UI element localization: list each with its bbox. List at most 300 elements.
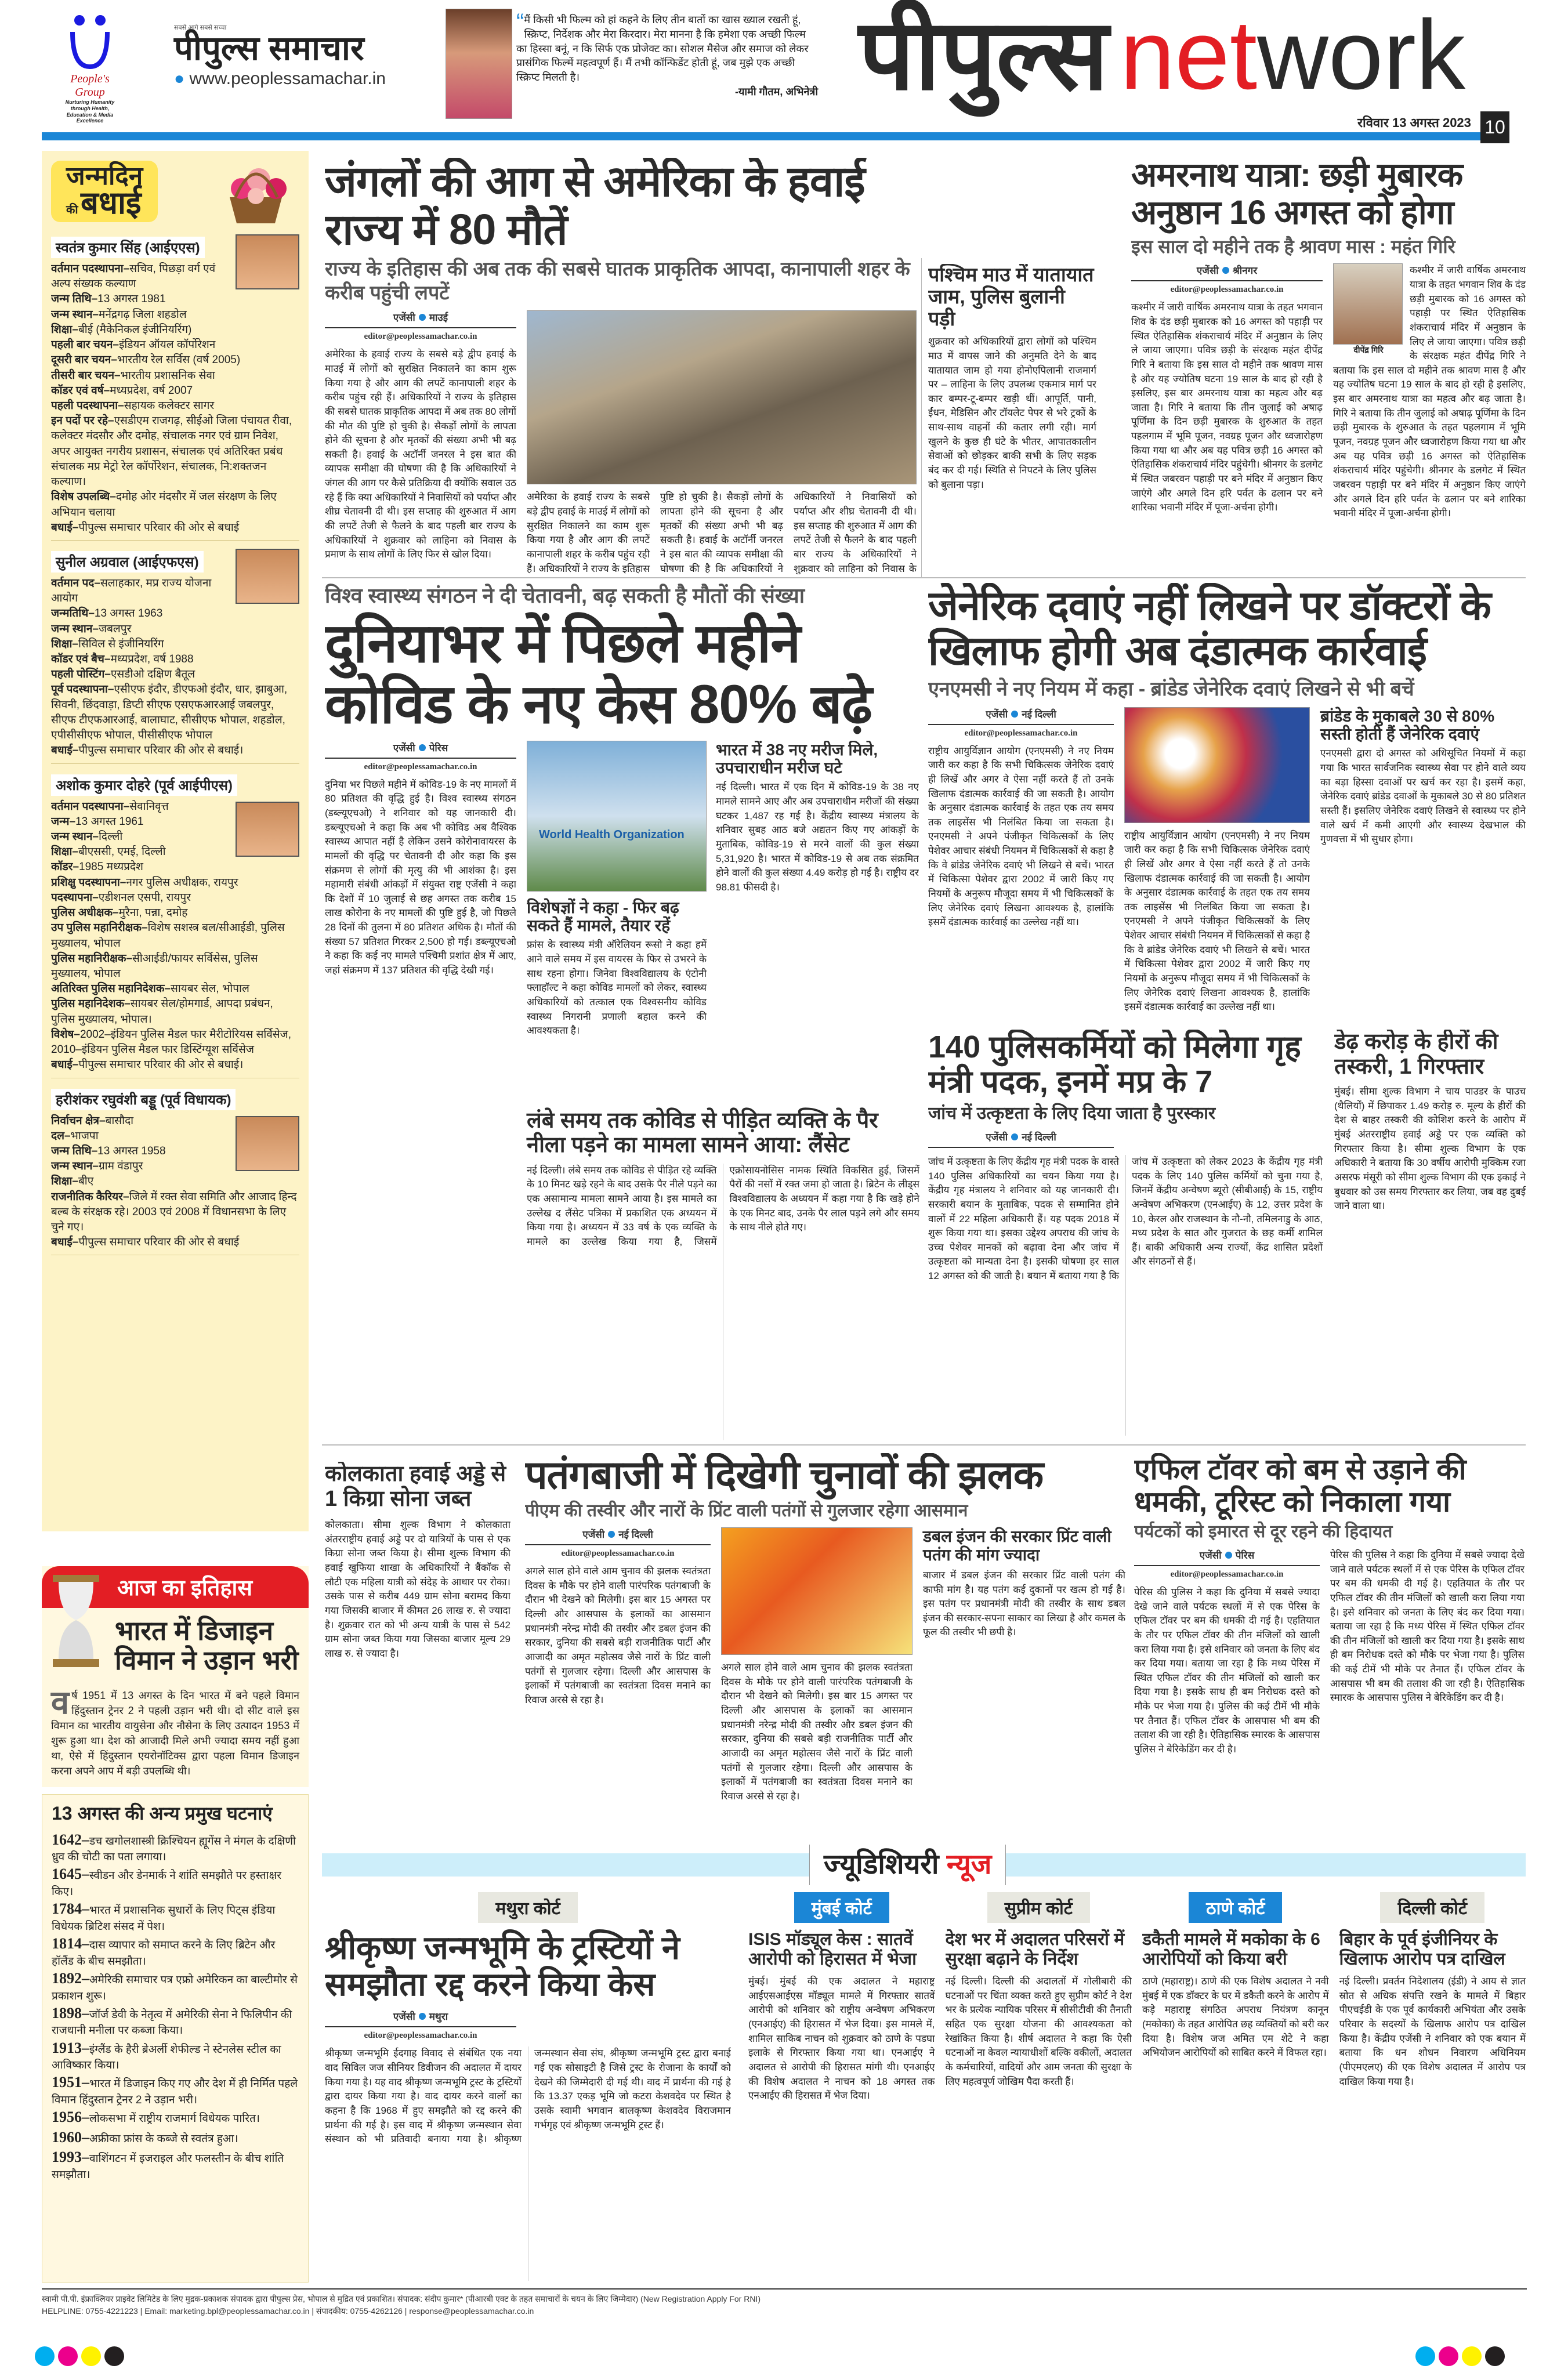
event-item [52, 2004, 299, 2038]
mathura-byline-block [325, 2009, 516, 2046]
color-dot [81, 2346, 101, 2366]
page-number: 10 [1480, 111, 1509, 143]
bio-value: 1985 मध्यप्रदेश [79, 861, 143, 874]
amarnath-body-text: कश्मीर में जारी वार्षिक अमरनाथ यात्रा के तहत भगवान शिव के दंड छड़ी मुबारक को 16 अगस्त को पहाड़ी पर स्थित ऐतिहासिक शंकराचार्य मंदिर में अनुष्ठान के लिए ले जाया जाएगा। पवित्र छड़ी के संरक्षक महंत दीपेंद्र गिरि ने बताया कि इस साल दो महीने तक श्रावण मास है और यह ज्योतिष घटना 19 साल के बाद हो रही है इसलिए, इस बार अमरनाथ यात्रा का महत्व और बढ़ जाता है। गिरि ने बताया कि तीन जुलाई को अषाढ़ पूर्णिमा के दिन छड़ी मुबारक के शुरुआत के तहत पहलगाम में भूमि पूजन, नवग्रह पूजन और ध्वजारोहण किया गया था और अब यह पवित्र छड़ी 16 अगस्त को ऐतिहासिक शंकराचार्य मंदिर पहुंचेगी। श्रीनगर के डलगेट में स्थित जबरवन पहाड़ी पर बने मंदिर में अनुष्ठान किए जाएंगे और अगले दिन हरि पर्वत के ढलान पर बने शारिका भवानी मंदिर में पूजा-अर्चना होगी। [1333, 265, 1526, 519]
bio-value: भाजपा [70, 1129, 99, 1142]
bio-line [51, 353, 299, 368]
bio-line [51, 743, 299, 758]
bio-label: जन्म स्थान– [51, 831, 99, 843]
bio-line [51, 368, 299, 383]
courts-row [748, 1892, 1526, 2281]
title-work: work [1257, 0, 1466, 110]
title-hindi: पीपुल्स [859, 0, 1109, 110]
event-year: 1913– [52, 2039, 89, 2056]
court-tag: मुंबई कोर्ट [794, 1892, 889, 1923]
bio-value: बासौदा [105, 1114, 134, 1127]
byline-agency: एजेंसी [393, 312, 415, 324]
hawaii-body-cont: अमेरिका के हवाई राज्य के सबसे बड़े द्वीप हवाई के माउई में लोगों को सुरक्षित निकालने का काम शुरू किया गया है और आग की लपटें कानापाली शहर के करीब पहुंच रही हैं। अधिकारियों ने राज्य के इतिहास पुष्टि हो चुकी है। सैकड़ों लोगों के लापता होने की सूचना है और मृतकों की संख्या अभी भी बढ़ सकती है। हवाई के अटॉर्नी जनरल ने इस बात की व्यापक समीक्षा की घोषणा की है कि अधिकारियों ने अधिकारियों ने निवासियों को पर्याप्त और शीघ्र चेतावनी दी थी। इस सप्ताह की शुरुआत में आग की लपटें तेजी से फैलने के बाद पहली बार राज्य के अधिकारियों ने शुक्रवार को लाहिना को निवास के [527, 491, 917, 574]
court-article [946, 1892, 1132, 2281]
bio-label: जन्म तिथि– [51, 1144, 98, 1157]
bio-line [51, 1235, 299, 1250]
person-name: स्वतंत्र कुमार सिंह (आईएएस) [51, 237, 205, 258]
paper-name: पीपुल्स समाचार [174, 30, 364, 67]
generic-col2 [1124, 707, 1310, 1021]
event-item [52, 1864, 299, 1899]
paper-tagline: सबसे आगे सबसे सच्चा [174, 24, 227, 31]
byline-place: पेरिस [429, 742, 448, 754]
bio-line [51, 981, 299, 997]
bio-value: मुरैना, पन्ना, दमोह [118, 907, 188, 919]
bullet-icon [1225, 1552, 1232, 1559]
bio-line [51, 1027, 299, 1057]
editor-email[interactable]: editor@peoplessamachar.co.in [1170, 1570, 1284, 1579]
who-photo [527, 741, 707, 892]
bio-label: शिक्षा– [51, 846, 78, 858]
lancet-headline: लंबे समय तक कोविड से पीड़ित व्यक्ति के पैर नीला पड़ने का मामला सामने आया: लैंसेट [527, 1108, 878, 1158]
police-headline: 140 पुलिसकर्मियों को मिलेगा गृह मंत्री पदक, इनमें मप्र के 7 [928, 1030, 1301, 1100]
bio-line [51, 1057, 299, 1073]
event-text: अफ्रीका फ्रांस के कब्जे से स्वतंत्र हुआ। [89, 2132, 238, 2145]
kite-body-col2: अगले साल होने वाले आम चुनाव की झलक स्वतंत्रता दिवस के मौके पर होने वाली पारंपरिक पतंगबाजी के दौरान भी देखने को मिलेगी। इस बार 15 अगस्त पर दिल्ली और आसपास के इलाकों का आसमान प्रधानमंत्री नरेन्द्र मोदी की तस्वीर और डबल इंजन की सरकार, दुनिया की सबसे बड़ी राजनीतिक पार्टी और आजादी का अमृत महोत्सव जैसे नारों के प्रिंट वाली पतंगों से गुलजार रहेगा। दिल्ली और आसपास के इलाकों में पतंगबाजी का स्वतंत्रता दिवस मनाने का रिवाज अरसे से रहा है। [721, 1662, 913, 1802]
byline-agency: एजेंसी [986, 708, 1008, 720]
double-engine-box [923, 1527, 1125, 1836]
bio-value: सचिव, पिछड़ा वर्ग एवं अल्प संख्यक कल्याण [51, 263, 216, 291]
court-headline: बिहार के पूर्व इंजीनियर के खिलाफ आरोप पत्र दाखिल [1339, 1930, 1505, 1969]
who-logo-text: World Health Organization [539, 828, 685, 841]
generic-body: राष्ट्रीय आयुर्विज्ञान आयोग (एनएमसी) ने नए नियम जारी कर कहा है कि सभी चिकित्सक जेनेरिक दवाएं ही लिखें और अगर वे ऐसा नहीं करते हैं तो उनके खिलाफ दंडात्मक कार्रवाई की जा सकती है। आयोग के अनुसार दंडात्मक कार्रवाई के तहत एक तय समय तक लाइसेंस भी निलंबित किया जा सकता है। एनएमसी ने अपने पंजीकृत चिकित्सकों के लिए पेशेवर आचार संबंधी नियमन में चिकित्सकों से कहा है कि वे ब्रांडेड जेनेरिक दवाएं भी लिखने से बचें। भारत में चिकित्सा पेशेवर द्वारा 2002 में जारी किए गए नियमों के अनुरूप मौजूदा समय में भी चिकित्सकों के लिए जेनेरिक दवाएं लिखना आवश्यक है, हालांकि इसमें दंडात्मक कार्रवाई का उल्लेख नहीं था। [928, 745, 1114, 928]
bio-label: बधाई– [51, 744, 79, 757]
bio-value: मध्यप्रदेश, वर्ष 2007 [110, 384, 193, 397]
kite-subhead: पीएम की तस्वीर और नारों के प्रिंट वाली पतंगों से गुलजार रहेगा आसमान [525, 1501, 968, 1521]
event-text: भारत में डिजाइन किए गए और देश में ही निर्मित पहले विमान हिंदुस्तान ट्रेनर 2 ने उड़ान भरी। [52, 2078, 298, 2107]
event-year: 1960– [52, 2128, 89, 2146]
bio-label: अतिरिक्त पुलिस महानिदेशक– [51, 983, 171, 995]
byline [1131, 263, 1323, 281]
court-article [1142, 1892, 1329, 2281]
event-year: 1642– [52, 1831, 89, 1848]
editor-email[interactable]: editor@peoplessamachar.co.in [561, 1549, 675, 1559]
kite-headline: पतंगबाजी में दिखेगी चुनावों की झलक [525, 1453, 1044, 1497]
bio-value: सायबर सेल, भोपाल [170, 983, 249, 995]
website-link[interactable]: ● www.peoplessamachar.in [174, 69, 386, 88]
police-byline-block [928, 1130, 1114, 1151]
bio-line [51, 323, 299, 338]
registration-color-marks [1415, 2346, 1508, 2369]
court-tag: मथुरा कोर्ट [478, 1892, 577, 1923]
quote-text: मैं किसी भी फिल्म को हां कहने के लिए तीन बातों का खास ख्याल रखती हूं, स्क्रिप्ट, निर्देशक और मेरा किरदार। मेरा मानना है कि हमेशा एक अच्छी फिल्म का हिस्सा बनूं, न कि सिर्फ एक प्रोजेक्ट का। सोशल मैसेज और समाज को लेकर प्रासंगिक फिल्में महत्वपूर्ण हैं। मैं तभी कॉन्फिडेंट होती हूं, जब मुझे एक अच्छी स्क्रिप्ट मिलती है। [516, 14, 809, 84]
india-covid-box [716, 741, 919, 1100]
bio-value: इंडियन ऑयल कॉर्पोरेशन [118, 339, 216, 352]
quote-mark-icon: “ [516, 9, 524, 35]
bio-line [51, 414, 299, 490]
bio-value: 13 अगस्त 1981 [97, 293, 166, 306]
bio-label: बधाई– [51, 1236, 79, 1249]
bio-value: जबलपुर [98, 622, 132, 635]
event-item [52, 2038, 299, 2073]
bio-line [51, 951, 299, 981]
bio-label: शिक्षा– [51, 323, 78, 336]
history-body: र्ष 1951 में 13 अगस्त के दिन भारत में बने पहले विमान हिंदुस्तान ट्रेनर 2 ने पहली उड़ान भरी थी। दो सीट वाले इस विमान का भारतीय वायुसेना और नौसेना के लिए उत्पादन 1953 में शुरू हुआ था। देश को आजादी मिले अभी ज्यादा समय नहीं हुआ था, ऐसे में हिंदुस्तान एयरोनॉटिक्स द्वारा पहला विमान डिजाइन करना अपने आप में बड़ी उपलब्धि थी। [51, 1690, 299, 1777]
bio-label: बधाई– [51, 1059, 79, 1071]
bio-line [51, 667, 299, 682]
police-article [928, 1030, 1323, 1436]
imprint-line-1: स्वामी पी.पी. इंफ्राक्लियर प्राइवेट लिमिटेड के लिए मुद्रक-प्रकाशक संपादक द्वारा पीपुल्स प्रेस, भोपाल से मुद्रित एवं प्रकाशित। संपादक: संदीप कुमार* (पीआरबी एक्ट के तहत समाचारों के चयन के लिए जिम्मेदार) (New Registration Apply For RNI) [42, 2294, 761, 2303]
bio-value: नगर पुलिस अधीक्षक, रायपुर [126, 876, 238, 889]
event-text: अमेरिकी समाचार पत्र एफ्रो अमेरिकन का बाल्टीमोर से प्रकाशन शुरू। [52, 1973, 298, 2002]
bio-label: उप पुलिस महानिरीक्षक– [51, 922, 148, 934]
history-section [42, 1566, 309, 1787]
police-body: जांच में उत्कृष्टता के लिए केंद्रीय गृह मंत्री पदक के वास्ते 140 पुलिस अधिकारियों का चयन किया गया है। केंद्रीय गृह मंत्रालय ने शनिवार को यह जानकारी दी। सरकारी बयान के मुताबिक, पदक से सम्मानित होने वालों में 22 महिला अधिकारी हैं। यह पदक 2018 में शुरू किया गया था। इसका उद्देश्य अपराध की जांच के उच्च पेशेवर मानकों को बढ़ावा देना और जांच में उत्कृष्टता को मान्यता देना है। इसकी घोषणा हर साल 12 अगस्त को की जाती है। बयान में बताया गया है कि जांच में उत्कृष्टता को लेकर 2023 के केंद्रीय गृह मंत्री पदक के लिए 140 पुलिस कर्मियों को चुना गया है, जिनमें केंद्रीय अन्वेषण ब्यूरो (सीबीआई) के 15, राष्ट्रीय अन्वेषण अभिकरण (एनआईए) के 12, उत्तर प्रदेश के 10, केरल और राजस्थान के नौ-नौ, तमिलनाडु के आठ, मध्य प्रदेश के सात और गुजरात के छह कर्मी शामिल हैं। बाकी अधिकारी अन्य राज्यों, केंद्र शासित प्रदेशों और संगठनों से हैं। [928, 1155, 1323, 1282]
title-net: net [1120, 0, 1258, 110]
double-engine-body: बाजार में डबल इंजन की सरकार प्रिंट वाली पतंग की काफी मांग है। यह पतंग कई दुकानों पर खत्म हो गई है। इस पतंग पर प्रधानमंत्री मोदी की तस्वीर के साथ डबल इंजन की सरकार-सपना साकार का लिखा है और कमल के फूल की तस्वीर भी छपी है। [923, 1569, 1125, 1638]
event-text: वाशिंगटन में इजराइल और फलस्तीन के बीच शांति समझौता। [52, 2153, 284, 2182]
bio-value: ग्राम वंडापुर [98, 1160, 143, 1173]
birthday-person [51, 1084, 299, 1256]
byline-place: मथुरा [429, 2011, 448, 2023]
event-year: 1951– [52, 2074, 89, 2091]
bio-line [51, 292, 299, 307]
event-text: दास व्यापार को समाप्त करने के लिए ब्रिटेन और हॉलैंड के बीच समझौता। [52, 1939, 276, 1968]
registration-color-marks [35, 2346, 128, 2369]
event-text: भारत में प्रशासनिक सुधारों के लिए पिट्स इंडिया विधेयक ब्रिटिश संसद में पेश। [52, 1904, 276, 1933]
bio-label: पुलिस अधीक्षक– [51, 907, 119, 919]
amarnath-body: कश्मीर में जारी वार्षिक अमरनाथ यात्रा के तहत भगवान शिव के दंड छड़ी मुबारक को 16 अगस्त को पहाड़ी पर स्थित ऐतिहासिक शंकराचार्य मंदिर में अनुष्ठान के लिए ले जाया जाएगा। पवित्र छड़ी के संरक्षक महंत दीपेंद्र गिरि ने बताया कि इस साल दो महीने तक श्रावण मास है और यह ज्योतिष घटना 19 साल के बाद हो रही है इसलिए, इस बार अमरनाथ यात्रा का महत्व और बढ़ जाता है। गिरि ने बताया कि तीन जुलाई को अषाढ़ पूर्णिमा के दिन छड़ी मुबारक के शुरुआत के तहत पहलगाम में भूमि पूजन, नवग्रह पूजन और ध्वजारोहण किया गया था और अब यह पवित्र छड़ी 16 अगस्त को ऐतिहासिक शंकराचार्य मंदिर पहुंचेगी। श्रीनगर के डलगेट में स्थित जबरवन पहाड़ी पर बने मंदिर में अनुष्ठान किए जाएंगे और अगले दिन हरि पर्वत के ढलान पर बने शारिका भवानी मंदिर में पूजा-अर्चना होगी। [1131, 302, 1323, 513]
color-dot [104, 2346, 124, 2366]
bio-value: दिल्ली [98, 831, 123, 843]
bio-label: कॉडर– [51, 861, 79, 874]
person-photo [236, 802, 299, 857]
court-article [1339, 1892, 1526, 2281]
byline-place: माउई [429, 312, 448, 324]
row-rule [322, 577, 1526, 578]
bio-label: राजनीतिक कैरियर– [51, 1190, 129, 1203]
event-year: 1784– [52, 1900, 89, 1918]
person-name: सुनील अग्रवाल (आईएफएस) [51, 551, 204, 573]
covid-col2 [527, 741, 919, 1440]
editor-email[interactable]: editor@peoplessamachar.co.in [364, 2031, 477, 2041]
court-tag: दिल्ली कोर्ट [1380, 1892, 1484, 1923]
byline-place: पेरिस [1235, 1550, 1255, 1561]
history-column [42, 1566, 309, 2283]
bullet-icon [419, 744, 426, 751]
generic-subhead: एनएमसी ने नए नियम में कहा - ब्रांडेड जेनेरिक दवाएं लिखने से भी बचें [928, 678, 1414, 700]
pills-photo [1124, 707, 1310, 823]
byline-agency: एजेंसी [1196, 265, 1219, 277]
peoples-group-emblem-icon [67, 12, 113, 70]
byline [325, 741, 516, 759]
byline-agency: एजेंसी [582, 1529, 605, 1541]
hawaii-subhead: राज्य के इतिहास की अब तक की सबसे घातक प्राकृतिक आपदा, कानापाली शहर के करीब पहुंची लपटें [325, 258, 910, 304]
kolkata-article [325, 1462, 510, 1836]
bio-value: 13 अगस्त 1958 [97, 1144, 166, 1157]
bio-value: पीपुल्स समाचार परिवार की ओर से बधाई [78, 521, 240, 534]
bio-label: पुलिस महानिदेशक– [51, 998, 131, 1010]
bio-value: सीआईडी/फायर सर्विसेस, पुलिस मुख्यालय, भोपाल [51, 952, 258, 980]
person-photo [236, 549, 299, 604]
bio-line [51, 606, 299, 621]
covid-kicker: विश्व स्वास्थ्य संगठन ने दी चेतावनी, बढ़ सकती है मौतों की संख्या [325, 584, 805, 607]
birthday-title [51, 161, 158, 222]
hourglass-icon [50, 1572, 102, 1671]
lancet-body: नई दिल्ली। लंबे समय तक कोविड से पीड़ित रहे व्यक्ति के 10 मिनट खड़े रहने के बाद उसके पैर नीले पड़ने का एक असामान्य मामला सामने आया है। इस मामले का उल्लेख द लैंसेट पत्रिका में प्रकाशित एक अध्ययन में किया गया है। अध्ययन में 33 वर्ष के एक व्यक्ति के मामले का उल्लेख किया गया है, जिसमें एक्रोसायनोसिस नामक स्थिति विकसित हुई, जिसमें पैरों की नसों में रक्त जमा हो जाता है। ब्रिटेन के लीड्स विश्वविद्यालय के अध्ययन में कहा गया है कि खड़े होने के एक मिनट बाद, उनके पैर लाल पड़ने लगे और समय के साथ नीले होते गए। [527, 1164, 919, 1248]
bio-label: जन्म स्थान– [51, 622, 99, 635]
bullet-icon [1011, 1133, 1018, 1140]
bio-label: इन पदों पर रहे– [51, 415, 114, 428]
hawaii-headline: जंगलों की आग से अमेरिका के हवाई राज्य में 80 मौतें [325, 158, 865, 253]
bullet-icon [1011, 711, 1018, 718]
birthday-title-ki: की [66, 204, 78, 217]
byline [325, 2009, 516, 2027]
bio-line [51, 921, 299, 951]
generic-side-body: एनएमसी द्वारा दो अगस्त को अधिसूचित नियमों में कहा गया कि भारत सार्वजनिक स्वास्थ्य सेवा पर होने वाले व्यय का बड़ा हिस्सा दवाओं पर खर्च कर रहा है। इसमें कहा, जेनेरिक दवाएं ब्रांडेड दवाओं के मुकाबले 30 से 80 प्रतिशत सस्ती हैं। इसलिए जेनेरिक दवाएं लिखने से स्वास्थ्य पर होने वाले खर्च में कमी आएगी और स्वास्थ्य देखभाल की गुणवत्ता में भी सुधार होगा। [1320, 748, 1526, 845]
court-headline: ISIS मॉड्यूल केस : सातवें आरोपी को हिरासत में भेजा [748, 1930, 917, 1969]
diamond-smuggling-box [1334, 1030, 1526, 1436]
bio-line [51, 338, 299, 353]
byline [928, 1130, 1114, 1148]
amarnath-col2 [1333, 263, 1526, 574]
quote-author: -यामी गौतम, अभिनेत्री [734, 86, 818, 98]
bio-label: वर्तमान पद– [51, 577, 100, 589]
birthday-person [51, 232, 299, 541]
bio-label: प्रशिक्षु पदस्थापना– [51, 876, 126, 889]
color-dot [35, 2346, 55, 2366]
byline [525, 1527, 711, 1545]
bio-value: 13 अगस्त 1961 [75, 815, 144, 828]
imprint-footer [42, 2288, 1527, 2317]
history-text [51, 1684, 299, 1779]
bio-label: पहली पोस्टिंग– [51, 668, 111, 681]
india-covid-headline: भारत में 38 नए मरीज मिले, उपचाराधीन मरीज घटे [716, 740, 878, 777]
event-year: 1892– [52, 1969, 89, 1987]
events-title: 13 अगस्त की अन्य प्रमुख घटनाएं [52, 1802, 273, 1824]
event-year: 1814– [52, 1935, 89, 1952]
byline-place: श्रीनगर [1232, 265, 1258, 277]
bio-value: पीपुल्स समाचार परिवार की ओर से बधाई [78, 1236, 240, 1249]
bio-line [51, 905, 299, 921]
byline-place: नई दिल्ली [1022, 708, 1056, 720]
history-label: आज का इतिहास [42, 1566, 309, 1608]
bio-value: मनेंद्रगढ़ जिला शहडोल [98, 308, 187, 321]
mathura-headline: श्रीकृष्ण जन्मभूमि के ट्रस्टियों ने समझौता रद्द करने किया केस [325, 1929, 680, 2002]
bio-label: जन्म स्थान– [51, 1160, 99, 1173]
amarnath-article [1131, 157, 1526, 574]
court-body: मुंबई। मुंबई की एक अदालत ने महाराष्ट्र आईएसआईएस मॉड्यूल मामले में गिरफ्तार सातवें आरोपी को शनिवार को राष्ट्रीय अन्वेषण अभिकरण (एनआईए) की हिरासत में भेज दिया। इस मामले में, शामिल साकिब नाचन को शुक्रवार को ठाणे के पडघा इलाके से गिरफ्तार किया गया था। एनआईए ने अदालत से आरोपी की हिरासत मांगी थी। एनआईए की विशेष अदालत ने नाचन को 18 अगस्त तक एनआईए की हिरासत में भेज दिया। [748, 1976, 935, 2102]
hawaii-col2 [527, 310, 917, 574]
byline-place: नई दिल्ली [1022, 1131, 1056, 1143]
bio-label: शिक्षा– [51, 637, 78, 650]
amarnath-subhead: इस साल दो महीने तक है श्रावण मास : महंत गिरि [1131, 236, 1455, 257]
bio-line [51, 652, 299, 667]
birthday-title-top: जन्मदिन [66, 162, 143, 191]
mahant-photo-block [1333, 263, 1404, 355]
court-tag: ठाणे कोर्ट [1189, 1892, 1282, 1923]
bio-value: बीई (मैकेनिकल इंजीनियरिंग) [78, 323, 192, 336]
kite-article [525, 1453, 1125, 1836]
editor-email[interactable]: editor@peoplessamachar.co.in [1170, 285, 1284, 295]
drop-cap: व [51, 1684, 70, 1720]
mathura-body: श्रीकृष्ण जन्मभूमि ईदगाह विवाद से संबंधित एक नया वाद सिविल जज सीनियर डिवीजन की अदालत में दायर किया गया है। यह वाद श्रीकृष्ण जन्मभूमि ट्रस्ट के ट्रस्टियों द्वारा दायर किया गया है। वाद दायर करने वालों का कहना है कि 1968 में हुए समझौते को रद्द करने की प्रार्थना की गई है। इस वाद में श्रीकृष्ण जन्मस्थान सेवा संस्थान को भी प्रतिवादी बनाया गया है। श्रीकृष्ण जन्मस्थान सेवा संघ, श्रीकृष्ण जन्मभूमि ट्रस्ट द्वारा बनाई गई एक सोसाइटी है जिसे ट्रस्ट के रोजाना के कार्यों को देखने की जिम्मेदारी दी गई थी। वाद में प्रार्थना की गई है कि 13.37 एकड़ भूमि जो कटरा केशवदेव पर स्थित है उसके स्वामी भगवान बालकृष्ण केशवदेव विराजमान गर्भगृह एवं श्रीकृष्ण जन्मभूमि ट्रस्ट हैं। [325, 2048, 731, 2145]
bio-line [51, 490, 299, 520]
court-headline: देश भर में अदालत परिसरों में सुरक्षा बढ़ाने के निर्देश [945, 1930, 1125, 1969]
bullet-icon [1222, 267, 1229, 274]
bio-line [51, 637, 299, 652]
bio-value: भारतीय रेल सर्विस (वर्ष 2005) [117, 354, 241, 367]
bio-line [51, 383, 299, 399]
bio-label: शिक्षा– [51, 1175, 78, 1188]
event-text: लोकसभा में राष्ट्रीय राजमार्ग विधेयक पारित। [89, 2113, 260, 2125]
kite-col2 [721, 1527, 913, 1836]
bio-label: जन्म– [51, 815, 76, 828]
website-text: www.peoplessamachar.in [189, 69, 386, 88]
traffic-headline: पश्चिम माउ में यातायात जाम, पुलिस बुलानी पड़ी [928, 264, 1094, 331]
generic-col1 [928, 707, 1114, 1021]
kolkata-body: कोलकाता। सीमा शुल्क विभाग ने कोलकाता अंतरराष्ट्रीय हवाई अड्डे पर दो यात्रियों के पास से एक किग्रा सोना जब्त किया है। सीमा शुल्क विभाग की हवाई खुफिया शाखा के अधिकारियों ने बैंकॉक से लौटी एक महिला यात्री को संदेह के आधार पर रोका। उसके पास से करीब 449 ग्राम सोना बरामद किया गया जिसकी बाजार में कीमत 26 लाख रु. से ज्यादा है। शुक्रवार रात को भी अन्य यात्री के पास से 542 ग्राम सोना जब्त किया गया जिसका बाजार मूल्य 29 लाख रु. से ज्यादा है। [325, 1519, 510, 1659]
bio-value: पीपुल्स समाचार परिवार की ओर से बधाई। [78, 1059, 244, 1071]
bio-value: 2002–इंडियन पुलिस मैडल फार मैरीटोरियस सर्विसेज, 2010–इंडियन पुलिस मैडल फार डिस्टिंग्यूश सर्विसेज [51, 1028, 292, 1056]
event-item [52, 2073, 299, 2107]
byline-agency: एजेंसी [1199, 1550, 1222, 1561]
generic-headline: जेनेरिक दवाएं नहीं लिखने पर डॉक्टरों के खिलाफ होगी अब दंडात्मक कार्रवाई [928, 583, 1491, 674]
masthead-rule [42, 132, 1480, 140]
bio-value: विशेष सशस्त्र बल/सीआईडी, पुलिस मुख्यालय, भोपाल [51, 922, 285, 950]
bio-value: 13 अगस्त 1963 [94, 607, 163, 620]
double-engine-headline: डबल इंजन की सरकार प्रिंट वाली पतंग की मांग ज्यादा [923, 1527, 1111, 1564]
court-tag: सुप्रीम कोर्ट [987, 1892, 1090, 1923]
court-headline: डकैती मामले में मकोका के 6 आरोपियों को किया बरी [1142, 1930, 1320, 1969]
eiffel-body: पेरिस की पुलिस ने कहा कि दुनिया में सबसे ज्यादा देखे जाने वाले पर्यटक स्थलों में से एक पेरिस के एफिल टॉवर पर बम की धमकी दी गई है। एहतियात के तौर पर एफिल टॉवर की तीन मंजिलों को खाली करा लिया गया है। इसे शनिवार को जनता के लिए बंद कर दिया गया। बताया जा रहा है कि मध्य पेरिस में स्थित एफिल टॉवर की तीन मंजिलों को खाली कर दिया गया है। इसके साथ ही बम निरोधक दस्ते को मौके पर भेजा गया है। पुलिस की कई टीमें भी मौके पर तैनात हैं। एफिल टॉवर के आसपास भी बम की तलाश की जा रही है। ऐतिहासिक स्मारक के आसपास पुलिस ने बेरिकेडिंग कर दी है। [1134, 1586, 1320, 1755]
bio-label: कॉडर एवं बैच– [51, 653, 111, 666]
bio-value: सेवानिवृत्त [129, 800, 169, 813]
color-dot [58, 2346, 78, 2366]
traffic-body: शुक्रवार को अधिकारियों द्वारा लोगों को पश्चिम माउ में वापस जाने की अनुमति देने के बाद यातायात जाम हो गया होनोएपिलानी राजमार्ग पर – लाहिना के लिए उपलब्ध एकमात्र मार्ग पर कार बम्पर-टू-बम्पर खड़ी थीं। आपूर्ति, पानी, ईंधन, मेडिसिन और टॉयलेट पेपर से भरे ट्रकों के साथ-साथ वाहनों की कतार लगी रही। मार्ग खुलने के कुछ ही घंटे के भीतर, आपातकालीन सेवाओं को छोड़कर बाकी सभी के लिए सड़क बंद कर दी गई। स्थिति से निपटने के लिए पुलिस को बुलाना पड़ा। [928, 336, 1096, 490]
issue-date: रविवार 13 अगस्त 2023 [1357, 115, 1471, 130]
bio-label: निर्वाचन क्षेत्र– [51, 1114, 106, 1127]
bio-value: सलाहकार, मप्र राज्य योजना आयोग [51, 577, 212, 605]
bio-value: एडीशनल एसपी, रायपुर [98, 891, 191, 904]
hawaii-article [325, 158, 917, 574]
bio-value: एसीएफ इंदौर, डीएफओ इंदौर, धार, झाबुआ, सिवनी, छिंदवाड़ा, डिप्टी सीएफ एसएफआरआई जबलपुर, सीएफ टीएफआरआई, बालाघाट, सीसीएफ भोपाल, शहडोल, एपीसीसीएफ भोपाल, पीसीसीएफ भोपाल [51, 683, 288, 742]
byline-agency: एजेंसी [393, 742, 415, 754]
bio-line [51, 622, 299, 637]
bio-label: जन्म तिथि– [51, 293, 98, 306]
event-text: इंग्लैंड के हैरी ब्रेअर्ली शेफील्ड ने स्टेनलेस स्टील का आविष्कार किया। [52, 2043, 281, 2072]
color-dot [1462, 2346, 1482, 2366]
bio-label: तीसरी बार चयन– [51, 369, 121, 382]
police-subhead: जांच में उत्कृष्टता के लिए दिया जाता है पुरस्कार [928, 1103, 1216, 1123]
bio-label: विशेष– [51, 1028, 80, 1041]
bio-line [51, 307, 299, 323]
eiffel-subhead: पर्यटकों को इमारत से दूर रहने की हिदायत [1134, 1522, 1393, 1541]
bullet-icon [419, 2013, 426, 2020]
bio-label: पहली पदस्थापना– [51, 399, 124, 412]
covid-body: दुनिया भर पिछले महीने में कोविड-19 के नए मामलों में 80 प्रतिशत की वृद्धि हुई है। विश्व स्वास्थ्य संगठन (डब्ल्यूएचओ) ने शनिवार को यह जानकारी दी। डब्ल्यूएचओ ने कहा कि अब भी कोविड अब वैश्विक स्वास्थ्य आपात नहीं है लेकिन उसने कोरोनावायरस के मामलों की वृद्धि पर चेतावनी दी और कहा कि इस संक्रमण से लोगों की मृत्यु की भी आशंका है। इस महामारी संबंधी आंकड़ों में संयुक्त राष्ट्र एजेंसी ने कहा कि देशों में 10 जुलाई से छह अगस्त तक करीब 15 लाख कोरोना के नए मामलों की पुष्टि हुई है, जो पिछले 28 दिनों की तुलना में 80 प्रतिशत अधिक है। मौतों की संख्या 57 प्रतिशत गिरकर 2,500 हो गई। डब्ल्यूएचओ ने कहा कि कई नए मामले पश्चिमी प्रशांत क्षेत्र में आए, जहां संक्रमण में 137 प्रतिशत की वृद्धि देखी गई। [325, 778, 516, 976]
event-item [52, 2107, 299, 2128]
bio-value: सहायक कलेक्टर सागर [124, 399, 215, 412]
event-text: डच खगोलशास्त्री क्रिश्चियन ह्यूगेंस ने मंगल के दक्षिणी ध्रुव की चोटी का पता लगाया। [52, 1835, 296, 1864]
event-text: स्वीडन और डेनमार्क ने शांति समझौते पर हस्ताक्षर किए। [52, 1870, 281, 1898]
bio-value: दमोह ओर मंदसौर में जल संरक्षण के लिए अभियान चलाया [51, 491, 277, 519]
editor-email[interactable]: editor@peoplessamachar.co.in [364, 762, 477, 771]
bio-value: मध्यप्रदेश, वर्ष 1988 [110, 653, 194, 666]
judiciary-title-accent: न्यूज [946, 1849, 992, 1880]
bio-label: वर्तमान पदस्थापना– [51, 800, 130, 813]
covid-headline: दुनियाभर में पिछले महीने कोविड के नए केस 80% बढ़े [325, 613, 872, 735]
wildfire-photo [527, 310, 917, 484]
generic-body-col2: राष्ट्रीय आयुर्विज्ञान आयोग (एनएमसी) ने नए नियम जारी कर कहा है कि सभी चिकित्सक जेनेरिक दवाएं ही लिखें और अगर वे ऐसा नहीं करते हैं तो उनके खिलाफ दंडात्मक कार्रवाई की जा सकती है। आयोग के अनुसार दंडात्मक कार्रवाई के तहत एक तय समय तक लाइसेंस भी निलंबित किया जा सकता है। एनएमसी ने अपने पंजीकृत चिकित्सकों के लिए पेशेवर आचार संबंधी नियमन में चिकित्सकों से कहा है कि वे ब्रांडेड जेनेरिक दवाएं भी लिखने से बचें। भारत में चिकित्सा पेशेवर द्वारा 2002 में जारी किए गए नियमों के अनुरूप मौजूदा समय में भी चिकित्सकों के लिए जेनेरिक दवाएं लिखना आवश्यक है, हालांकि इसमें दंडात्मक कार्रवाई का उल्लेख नहीं था। [1124, 829, 1310, 1013]
amarnath-headline: अमरनाथ यात्रा: छड़ी मुबारक अनुष्ठान 16 अगस्त को होगा [1131, 157, 1463, 231]
bio-value: बीएससी, एमई, दिल्ली [78, 846, 166, 858]
birthday-title-main: बधाई [81, 186, 142, 221]
traffic-sidebox [928, 264, 1096, 574]
history-headline: भारत में डिजाइन विमान ने उड़ान भरी [115, 1615, 299, 1675]
peoples-group-logo [58, 12, 122, 124]
event-year: 1898– [52, 2004, 89, 2022]
bio-label: जन्म स्थान– [51, 308, 99, 321]
byline [1134, 1548, 1320, 1566]
editor-email[interactable]: editor@peoplessamachar.co.in [964, 728, 1078, 738]
covid-article [325, 583, 919, 1440]
event-year: 1645– [52, 1865, 89, 1883]
judiciary-title-main: ज्यूडिशियरी [824, 1849, 939, 1880]
bio-label: कॉडर एवं वर्ष– [51, 384, 110, 397]
bio-value: एसडीएम राजगढ़, सीईओ जिला पंचायत रीवा, कलेक्टर मंदसौर और दमोह, संचालक नगर एवं ग्राम निवेश, अपर आयुक्त नगरीय प्रशासन, संचालक एवं अतिरिक्त प्रबंध संचालक मप्र मेट्रो रेल कॉर्पोरेशन, संचालक, नि:शक्तजन कल्याण। [51, 415, 292, 488]
experts-box [527, 741, 707, 1100]
color-dot [1439, 2346, 1458, 2366]
eiffel-body-col2: पेरिस की पुलिस ने कहा कि दुनिया में सबसे ज्यादा देखे जाने वाले पर्यटक स्थलों में से एक पेरिस के एफिल टॉवर पर बम की धमकी दी गई है। एहतियात के तौर पर एफिल टॉवर की तीन मंजिलों को खाली करा लिया गया है। इसे शनिवार को जनता के लिए बंद कर दिया गया। बताया जा रहा है कि मध्य पेरिस में स्थित एफिल टॉवर की तीन मंजिलों को खाली कर दिया गया है। इसके साथ ही बम निरोधक दस्ते को मौके पर भेजा गया है। पुलिस की कई टीमें भी मौके पर तैनात हैं। एफिल टॉवर के आसपास भी बम की तलाश की जा रही है। ऐतिहासिक स्मारक के आसपास पुलिस ने बेरिकेडिंग कर दी है। [1330, 1549, 1525, 1704]
bio-line [51, 860, 299, 875]
quote-box [516, 9, 818, 99]
bullet-icon [608, 1531, 615, 1538]
bio-value: पीपुल्स समाचार परिवार की ओर से बधाई। [78, 744, 244, 757]
mathura-article [325, 1892, 731, 2281]
bio-value: एसडीओ दक्षिण बैतूल [110, 668, 195, 681]
editor-email[interactable]: editor@peoplessamachar.co.in [364, 332, 477, 342]
eiffel-article [1134, 1453, 1526, 1836]
event-text: जॉर्ज डेवी के नेतृत्व में अमेरिकी सेना ने फिलिपीन की राजधानी मनीला पर कब्जा किया। [52, 2008, 292, 2037]
byline [325, 310, 516, 328]
mahant-photo [1333, 263, 1403, 345]
bio-label: पूर्व पदस्थापना– [51, 683, 114, 696]
eiffel-col1 [1134, 1548, 1320, 1836]
court-article [748, 1892, 935, 2281]
event-item [52, 2147, 299, 2182]
bio-label: बधाई– [51, 521, 79, 534]
bio-line [51, 997, 299, 1027]
birthday-person [51, 770, 299, 1078]
bio-line [51, 682, 299, 743]
event-year: 1993– [52, 2149, 89, 2166]
bio-line [51, 1174, 299, 1189]
event-item [52, 1899, 299, 1934]
bio-label: पहली बार चयन– [51, 339, 119, 352]
paper-logo [174, 23, 386, 89]
kite-body: अगले साल होने वाले आम चुनाव की झलक स्वतंत्रता दिवस के मौके पर होने वाली पारंपरिक पतंगबाजी के दौरान भी देखने को मिलेगी। इस बार 15 अगस्त पर दिल्ली और आसपास के इलाकों का आसमान प्रधानमंत्री नरेन्द्र मोदी की तस्वीर और डबल इंजन की सरकार, दुनिया की सबसे बड़ी राजनीतिक पार्टी और आजादी का अमृत महोत्सव जैसे नारों के प्रिंट वाली पतंगों से गुलजार रहेगा। दिल्ली और आसपास के इलाकों में पतंगबाजी का स्वतंत्रता दिवस मनाने का रिवाज अरसे से रहा है। [525, 1566, 711, 1705]
event-item [52, 1934, 299, 1969]
bio-line [51, 520, 299, 535]
experts-headline: विशेषज्ञों ने कहा - फिर बढ़ सकते हैं मामले, तैयार रहें [527, 898, 679, 935]
court-body: ठाणे (महाराष्ट्र)। ठाणे की एक विशेष अदालत ने नवी मुंबई में एक डॉक्टर के घर में डकैती करने के आरोप में कड़े महाराष्ट्र संगठित अपराध नियंत्रण कानून (मकोका) के तहत आरोपित छह व्यक्तियों को बरी कर दिया है। विशेष जज अमित एम शेटे ने कहा अभियोजन आरोपियों को साबित करने में विफल रहा। [1142, 1976, 1329, 2059]
court-body: नई दिल्ली। दिल्ली की अदालतों में गोलीबारी की घटनाओं पर चिंता व्यक्त करते हुए सुप्रीम कोर्ट ने देश भर के प्रत्येक न्यायिक परिसर में सीसीटीवी की तैनाती सहित एक सुरक्षा योजना की आवश्यकता को रेखांकित किया है। शीर्ष अदालत ने कहा कि ऐसी घटनाओं ना केवल न्यायाधीशों बल्कि वकीलों, अदालत के कर्मचारियों, वादियों और आम जनता की सुरक्षा के लिए महत्वपूर्ण जोखिम पैदा करती हैं। [945, 1976, 1132, 2087]
experts-body: फ्रांस के स्वास्थ्य मंत्री ऑरेलियन रूसो ने कहा हमें आने वाले समय में इस वायरस के फिर से उभरने के साथ रहना होगा। जिनेवा विश्वविद्यालय के एंटोनी फ्लाहॉल्ट ने कहा कोविड मामलों को लेकर, स्वास्थ्य अधिकारियों को तत्काल एक विश्वसनीय कोविड स्वास्थ्य निगरानी प्रणाली बहाल करने की आवश्यकता है। [527, 939, 707, 1037]
amarnath-body-col2 [1333, 263, 1526, 574]
group-tagline: Nurturing Humanity through Health, Education & Media Excellence [65, 99, 115, 124]
byline [928, 707, 1114, 725]
bio-line [51, 875, 299, 890]
bio-label: वर्तमान पदस्थापना– [51, 263, 130, 275]
byline-agency: एजेंसी [986, 1131, 1008, 1143]
bio-label: दूसरी बार चयन– [51, 354, 117, 367]
flower-basket-icon [212, 157, 299, 226]
